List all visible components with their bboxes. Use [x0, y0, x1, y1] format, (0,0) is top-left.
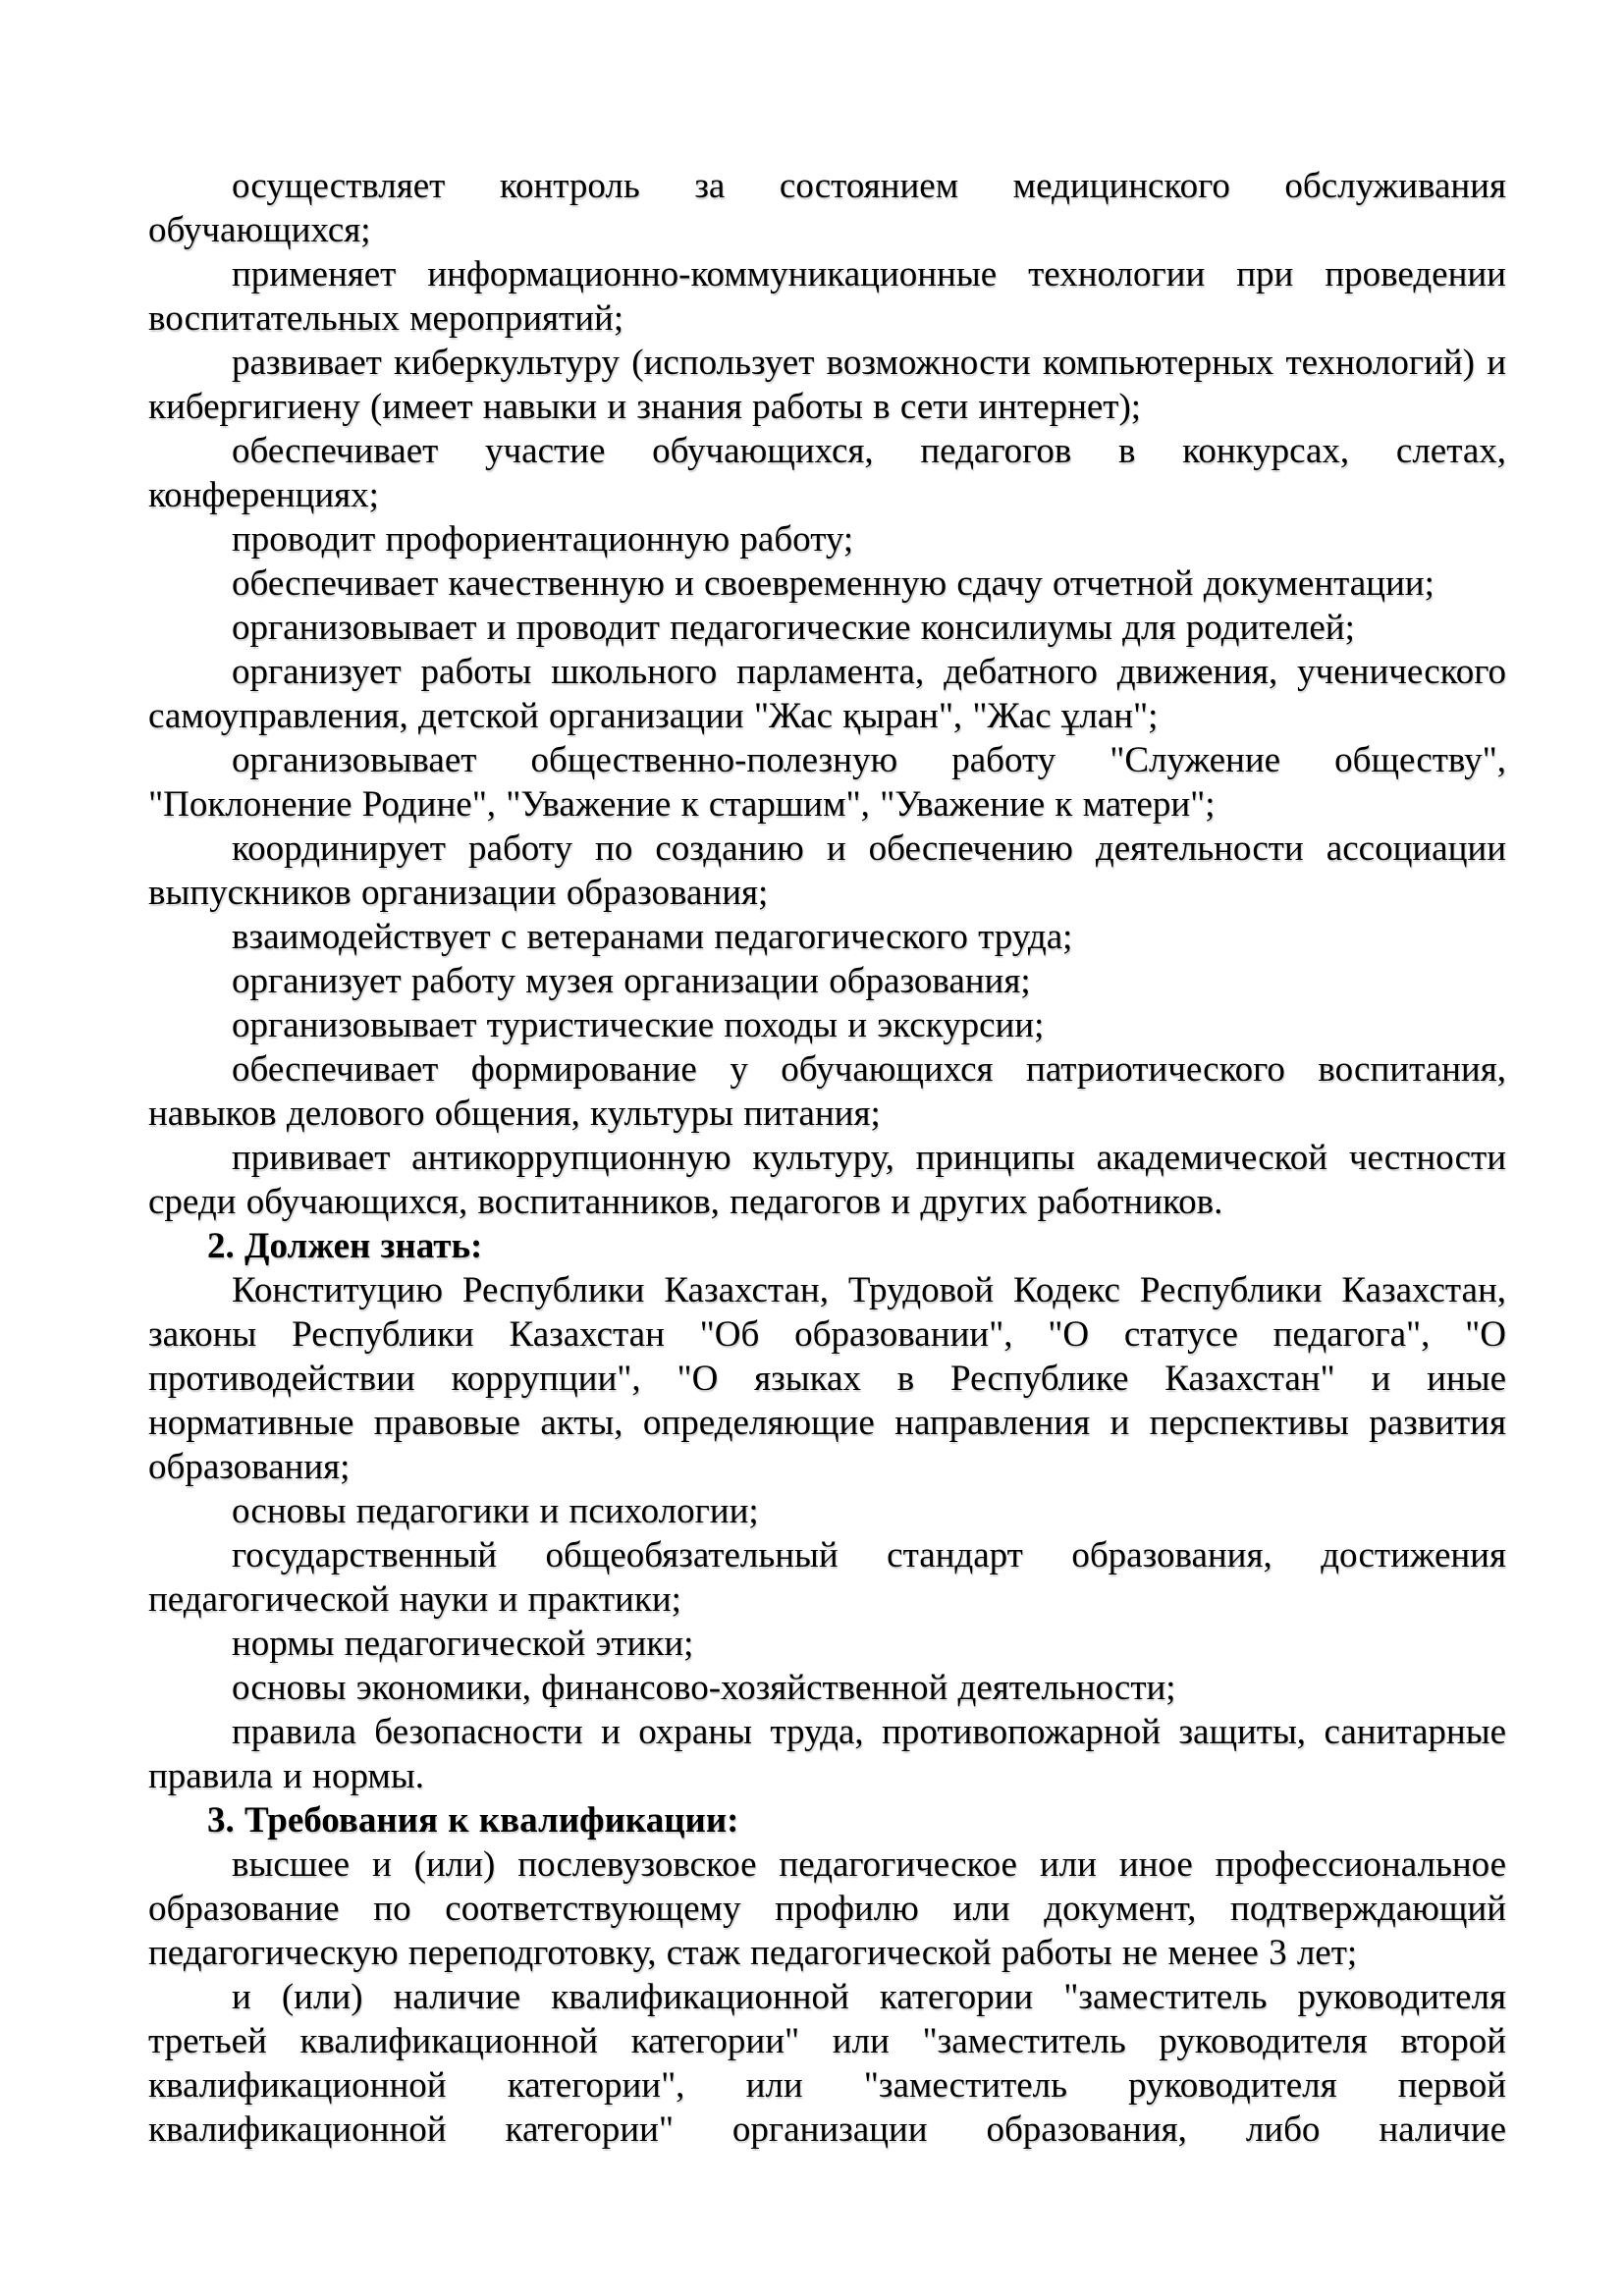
- paragraph: нормы педагогической этики;: [232, 1624, 694, 1664]
- paragraph: применяет информационно-коммуникационные технологии при проведении воспитательных мероприятий;: [148, 254, 1506, 339]
- paragraph: правила безопасности и охраны труда, противопожарной защиты, санитарные правила и нормы.: [148, 1712, 1506, 1796]
- paragraph: Конституцию Республики Казахстан, Трудовой Кодекс Республики Казахстан, законы Республики Казахстан "Об образовании", "О статусе педагога", "О противодействии коррупции", "О языках в Республике Казахстан" и иные нормативные правовые акты, определяющие направления и перспективы развития образования;: [148, 1270, 1506, 1487]
- paragraph: и (или) наличие квалификационной категории "заместитель руководителя третьей квалификационной категории" или "заместитель руководителя второй квалификационной категории", или "заместитель руководителя первой квалификационной категории" организации образования, либо наличие: [148, 1977, 1506, 2150]
- paragraph: прививает антикоррупционную культуру, принципы академической честности среди обучающихся, воспитанников, педагогов и других работников.: [148, 1138, 1506, 1222]
- paragraph: государственный общеобязательный стандарт образования, достижения педагогической науки и практики;: [148, 1535, 1506, 1620]
- paragraph: координирует работу по созданию и обеспечению деятельности ассоциации выпускников организации образования;: [148, 828, 1506, 913]
- paragraph: осуществляет контроль за состоянием медицинского обслуживания обучающихся;: [148, 166, 1506, 250]
- paragraph: развивает киберкультуру (использует возможности компьютерных технологий) и кибергигиену (имеет навыки и знания работы в сети интернет);: [148, 343, 1506, 427]
- paragraph: основы педагогики и психологии;: [232, 1491, 759, 1531]
- paragraph: обеспечивает качественную и своевременную сдачу отчетной документации;: [232, 563, 1435, 604]
- text-block: [148, 164, 1506, 2152]
- section-heading: 2. Должен знать:: [207, 1226, 483, 1266]
- paragraph: проводит профориентационную работу;: [232, 519, 854, 560]
- paragraph: организовывает общественно-полезную работу "Служение обществу", "Поклонение Родине", "Уважение к старшим", "Уважение к матери";: [148, 740, 1506, 825]
- paragraph: организует работы школьного парламента, дебатного движения, ученического самоуправления, детской организации "Жас қыран", "Жас ұлан";: [148, 652, 1506, 736]
- section-heading: 3. Требования к квалификации:: [207, 1800, 739, 1841]
- paragraph: взаимодействует с ветеранами педагогического труда;: [232, 917, 1073, 957]
- paragraph: обеспечивает участие обучающихся, педагогов в конкурсах, слетах, конференциях;: [148, 431, 1506, 515]
- paragraph: организует работу музея организации образования;: [232, 961, 1031, 1001]
- paragraph: организовывает и проводит педагогические консилиумы для родителей;: [232, 608, 1355, 648]
- paragraph: организовывает туристические походы и экскурсии;: [232, 1005, 1045, 1045]
- paragraph: высшее и (или) послевузовское педагогическое или иное профессиональное образование по соответствующему профилю или документ, подтверждающий педагогическую переподготовку, стаж педагогической работы не менее 3 лет;: [148, 1844, 1506, 1973]
- paragraph: обеспечивает формирование у обучающихся патриотического воспитания, навыков делового общения, культуры питания;: [148, 1049, 1506, 1134]
- paragraph: основы экономики, финансово-хозяйственной деятельности;: [232, 1668, 1176, 1708]
